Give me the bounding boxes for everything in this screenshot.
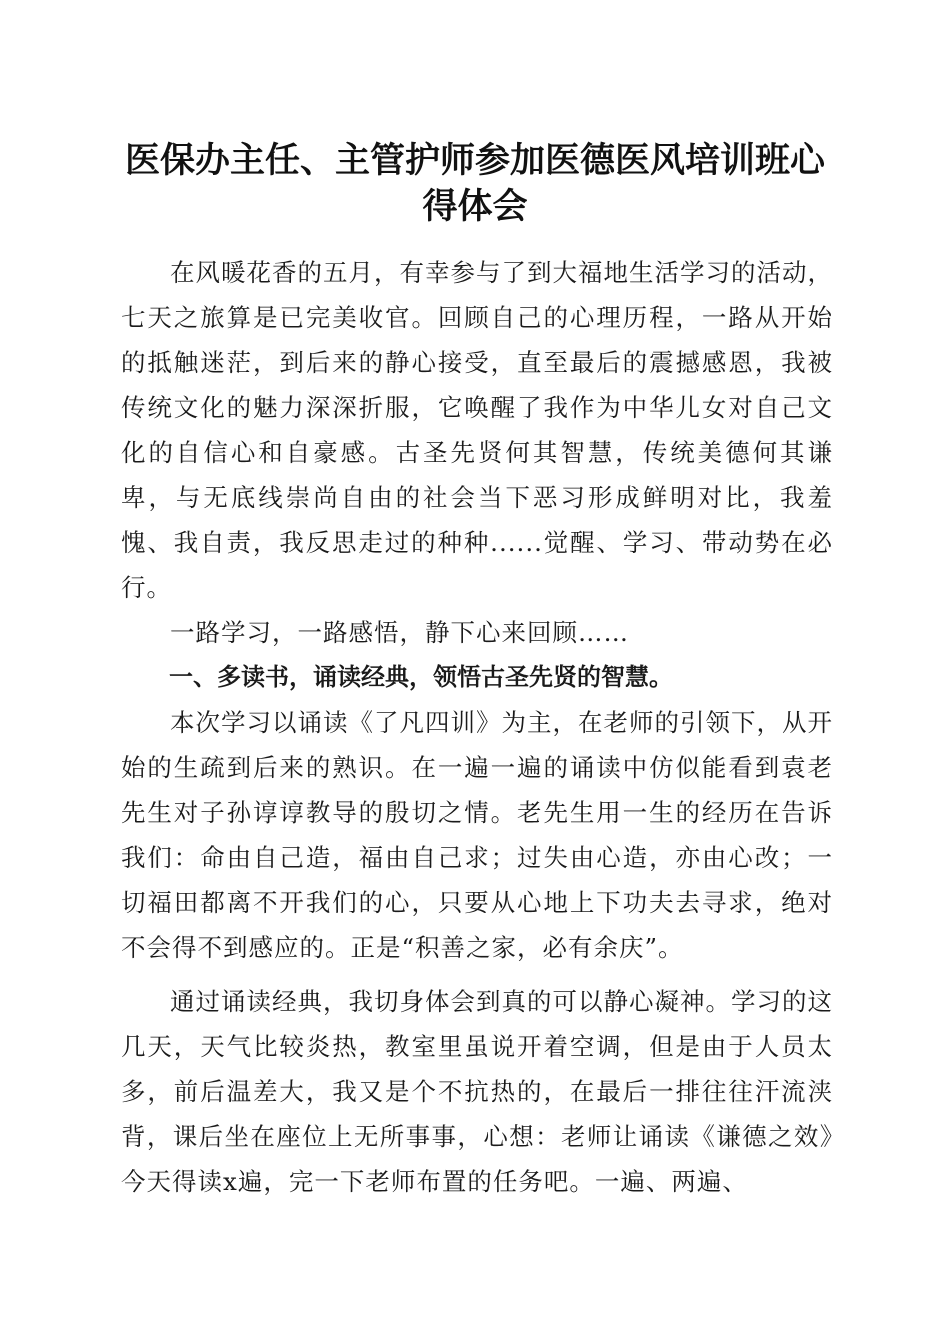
section-heading-1: 一、多读书，诵读经典，领悟古圣先贤的智慧。	[169, 663, 673, 691]
document-body	[121, 250, 833, 1204]
transition-paragraph: 一路学习，一路感悟，静下心来回顾……	[170, 618, 629, 647]
section1-paragraph-1: 本次学习以诵读《了凡四训》为主，在老师的引领下，从开始的生疏到后来的熟识。在一遍一遍的诵读中仿似能看到袁老先生对子孙谆谆教导的殷切之情。老先生用一生的经历在告诉我们：命由自己造，福由自己求；过失由心造，亦由心改；一切福田都离不开我们的心，只要从心地上下功夫去寻求，绝对不会得不到感应的。正是“积善之家，必有余庆”。	[121, 708, 833, 962]
document-title: 医保办主任、主管护师参加医德医风培训班心得体会	[124, 140, 825, 227]
intro-paragraph: 在风暖花香的五月，有幸参与了到大福地生活学习的活动，七天之旅算是已完美收官。回顾自己的心理历程，一路从开始的抵触迷茫，到后来的静心接受，直至最后的震撼感恩，我被传统文化的魅力深深折服，它唤醒了我作为中华儿女对自己文化的自信心和自豪感。古圣先贤何其智慧，传统美德何其谦卑，与无底线崇尚自由的社会当下恶习形成鲜明对比，我羞愧、我自责，我反思走过的种种......觉醒、学习、带动势在必行。	[121, 258, 833, 602]
section1-paragraph-2: 通过诵读经典，我切身体会到真的可以静心凝神。学习的这几天，天气比较炎热，教室里虽说开着空调，但是由于人员太多，前后温差大，我又是个不抗热的，在最后一排往往汗流浃背，课后坐在座位上无所事事，心想：老师让诵读《谦德之效》今天得读x遍，完一下老师布置的任务吧。一遍、两遍、	[121, 987, 833, 1196]
